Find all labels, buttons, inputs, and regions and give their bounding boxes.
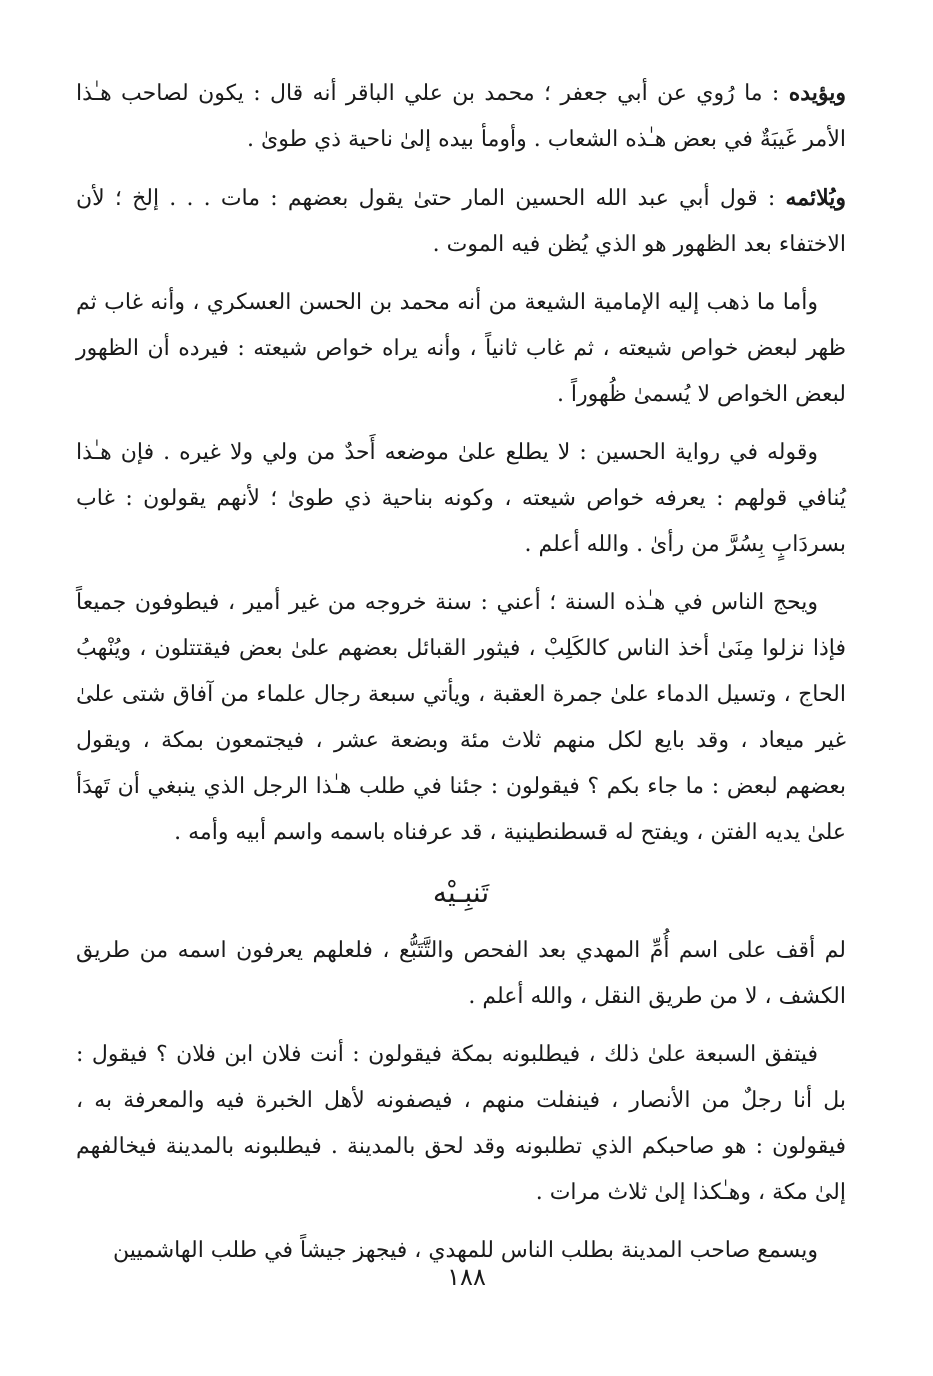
- paragraph-1-lead: ويؤيده: [788, 80, 846, 106]
- page-body: [76, 70, 846, 1286]
- paragraph-7-text: فيتفق السبعة علىٰ ذلك ، فيطلبونه بمكة فيقولون : أنت فلان ابن فلان ؟ فيقول : بل أنا رجلٌ من الأنصار ، فينفلت منهم ، فيصفونه لأهل الخبرة فيه والمعرفة به ، فيقولون : هو صاحبكم الذي تطلبونه وقد لحق بالمدينة . فيطلبونه بالمدينة فيخالفهم إلىٰ مكة ، وهـٰكذا إلىٰ ثلاث مرات .: [76, 1042, 846, 1205]
- paragraph-4-text: وقوله في رواية الحسين : لا يطلع علىٰ موضعه أَحدٌ من ولي ولا غيره . فإن هـٰذا يُنافي قولهم : يعرفه خواص شيعته ، وكونه بناحية ذي طوىٰ ؛ لأنهم يقولون : غاب بسردَابٍ بِسُرَّ من رأىٰ . والله أعلم .: [76, 440, 846, 557]
- paragraph-7: [76, 1032, 846, 1216]
- paragraph-1-text: : ما رُوي عن أبي جعفر ؛ محمد بن علي الباقر أنه قال : يكون لصاحب هـٰذا الأمر غَيبَةٌ في بعض هـٰذه الشعاب . وأومأ بيده إلىٰ ناحية ذي طوىٰ .: [76, 81, 846, 152]
- paragraph-2-text: : قول أبي عبد الله الحسين المار حتىٰ يقول بعضهم : مات . . . إلخ ؛ لأن الاختفاء بعد الظهور هو الذي يُظن فيه الموت .: [76, 186, 846, 257]
- paragraph-6: [76, 928, 846, 1020]
- paragraph-5-text: ويحج الناس في هـٰذه السنة ؛ أعني : سنة خروجه من غير أمير ، فيطوفون جميعاً فإذا نزلوا مِنَىٰ أخذ الناس كالكَلِبْ ، فيثور القبائل بعضهم علىٰ بعض فيقتتلون ، ويُنْهبُ الحاج ، وتسيل الدماء علىٰ جمرة العقبة ، ويأتي سبعة رجال علماء من آفاق شتى علىٰ غير ميعاد ، وقد بايع لكل منهم ثلاث مئة وبضعة عشر ، فيجتمعون بمكة ، ويقول بعضهم لبعض : ما جاء بكم ؟ فيقولون : جئنا في طلب هـٰذا الرجل الذي ينبغي أن تَهدَأ علىٰ يديه الفتن ، ويفتح له قسطنطينية ، قد عرفناه باسمه واسم أبيه وأمه .: [76, 590, 846, 845]
- paragraph-1: [76, 70, 846, 163]
- paragraph-5: [76, 580, 846, 856]
- paragraph-8-text: ويسمع صاحب المدينة بطلب الناس للمهدي ، فيجهز جيشاً في طلب الهاشميين: [112, 1238, 818, 1263]
- paragraph-4: [76, 430, 846, 568]
- paragraph-6-text: لم أقف على اسم أُمِّ المهدي بعد الفحص والتَّتَبُّع ، فلعلهم يعرفون اسمه من طريق الكشف ، لا من طريق النقل ، والله أعلم .: [76, 938, 846, 1009]
- section-heading: تَنبِـيْه: [432, 876, 490, 909]
- page-number: ١٨٨: [447, 1263, 486, 1291]
- paragraph-2: [76, 175, 846, 268]
- paragraph-2-lead: ويُلائمه: [785, 185, 846, 211]
- paragraph-3: [76, 280, 846, 418]
- paragraph-3-text: وأما ما ذهب إليه الإمامية الشيعة من أنه محمد بن الحسن العسكري ، وأنه غاب ثم ظهر لبعض خواص شيعته ، ثم غاب ثانياً ، وأنه يراه خواص شيعته : فيرده أن الظهور لبعض الخواص لا يُسمىٰ ظُهوراً .: [76, 290, 846, 407]
